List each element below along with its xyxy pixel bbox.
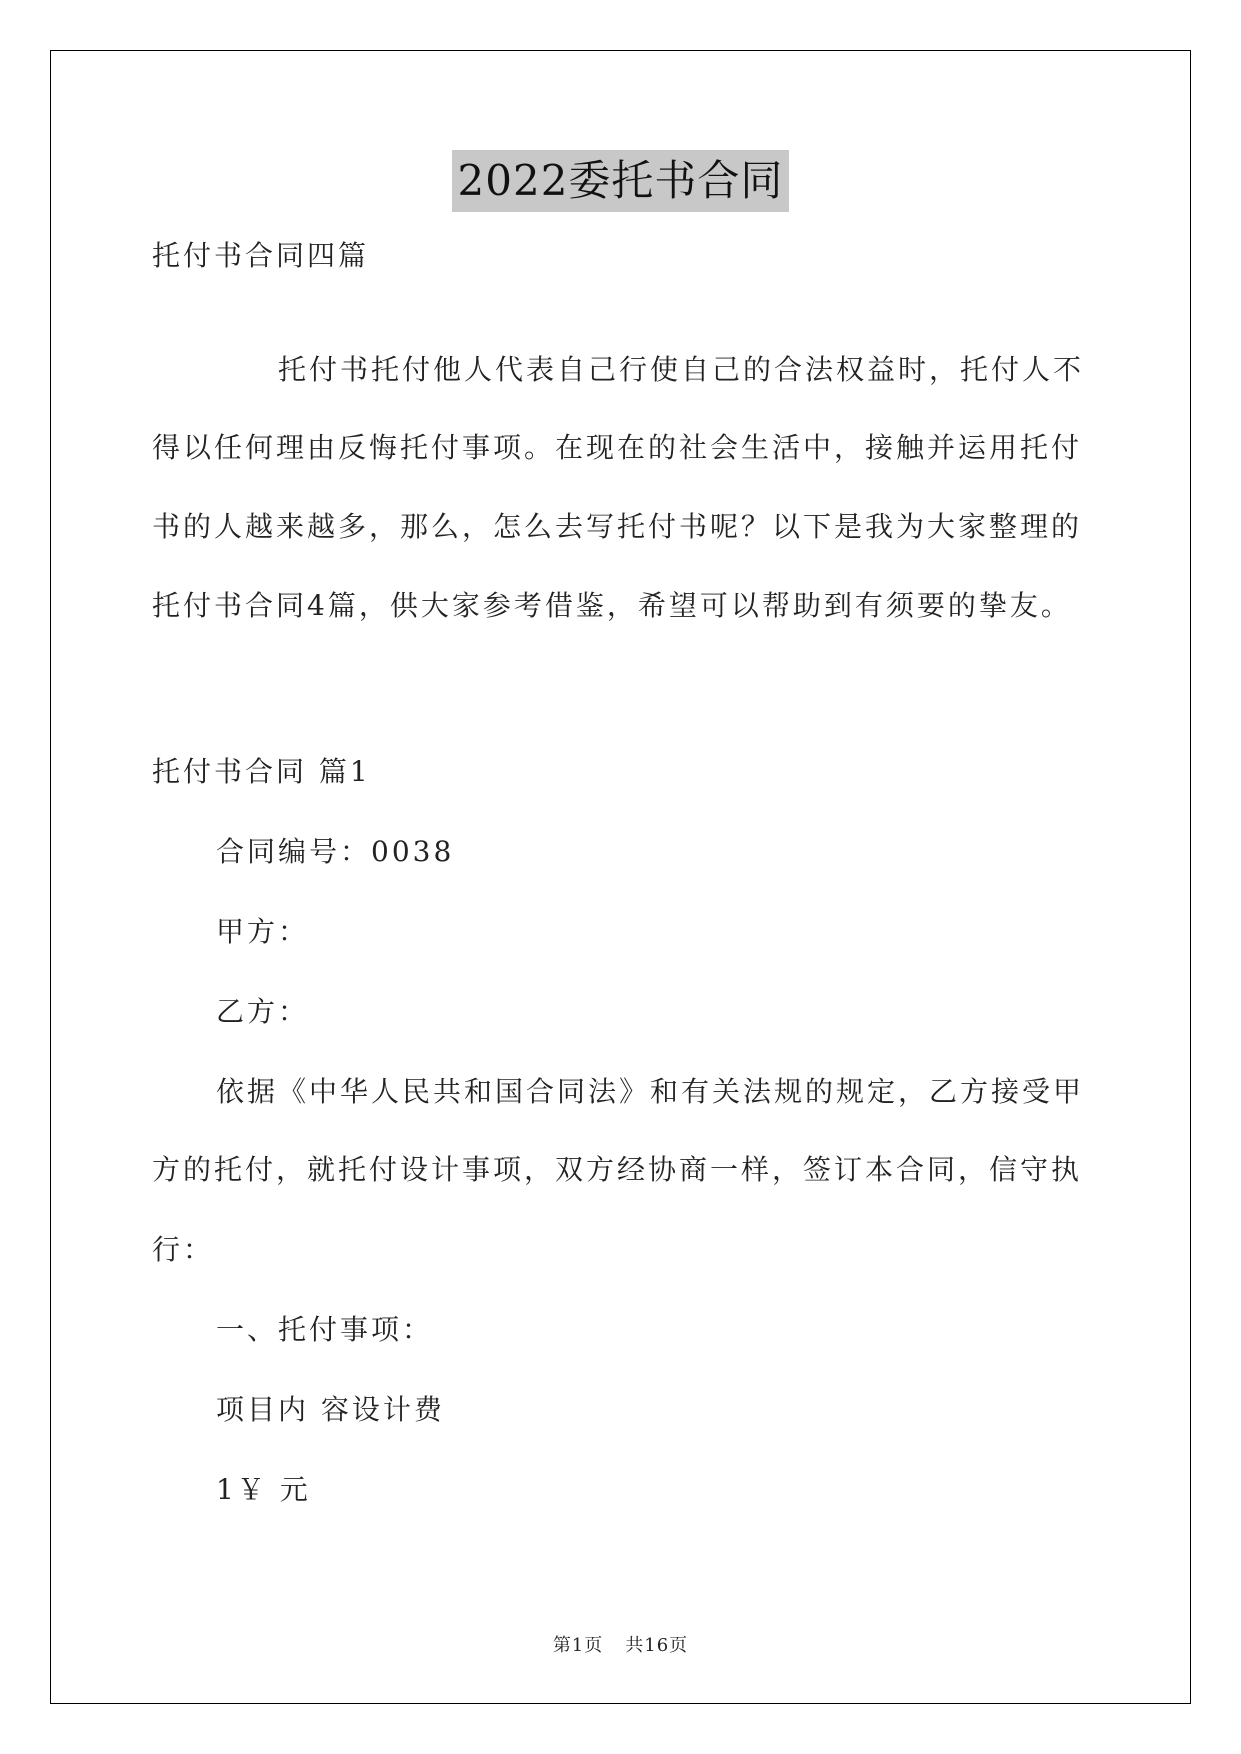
paragraph-line: 托付书托付他人代表自己行使自己的合法权益时，托付人不 (278, 353, 1085, 386)
section-heading: 托付书合同 篇1 (152, 755, 371, 788)
paragraph-line: 得以任何理由反悔托付事项。在现在的社会生活中，接触并运用托付 (152, 431, 1083, 464)
paragraph-line: 依据《中华人民共和国合同法》和有关法规的规定，乙方接受甲 (216, 1075, 1085, 1108)
paragraph-line: 托付书合同4篇，供大家参考借鉴，希望可以帮助到有须要的挚友。 (152, 589, 1072, 622)
page-footer (0, 1634, 1241, 1658)
party-b: 乙方： (216, 995, 310, 1028)
table-row-line: 1￥ 元 (216, 1473, 311, 1506)
page-number: 第1页 (552, 1635, 604, 1656)
contract-number: 合同编号：0038 (216, 835, 455, 868)
paragraph-line: 行： (152, 1233, 215, 1266)
page-total: 共16页 (625, 1635, 689, 1656)
table-header-line: 项目内 容设计费 (216, 1393, 445, 1426)
clause-heading: 一、托付事项： (216, 1313, 434, 1346)
party-a: 甲方： (216, 915, 310, 948)
document-title-text: 2022委托书合同 (452, 150, 790, 212)
document-title (0, 150, 1241, 212)
subtitle-line: 托付书合同四篇 (152, 239, 370, 272)
paragraph-line: 方的托付，就托付设计事项，双方经协商一样，签订本合同，信守执 (152, 1153, 1083, 1186)
paragraph-line: 书的人越来越多，那么，怎么去写托付书呢？以下是我为大家整理的 (152, 510, 1083, 543)
